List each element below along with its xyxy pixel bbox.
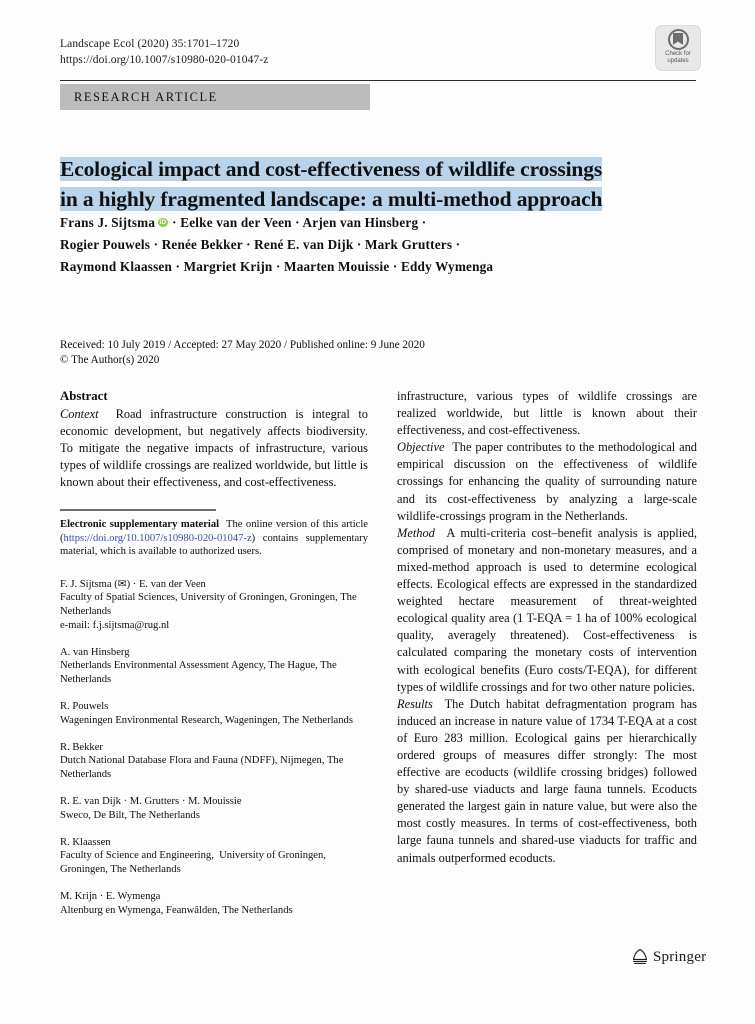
author-line-1-rest: · Eelke van der Veen · Arjen van Hinsberg · xyxy=(168,215,427,230)
crossmark-icon xyxy=(668,29,689,50)
affiliation-email[interactable]: e-mail: f.j.sijtsma@rug.nl xyxy=(60,619,170,631)
esm-text-after: ) contains supplementary material, which is available to authorized users. xyxy=(60,532,368,558)
header-divider xyxy=(60,80,696,81)
affiliation-item xyxy=(60,836,368,877)
esm-heading: Electronic supplementary material xyxy=(60,519,220,531)
journal-doi: https://doi.org/10.1007/s10980-020-01047-z xyxy=(60,54,269,66)
abstract-context-tail: infrastructure, various types of wildlife crossings are realized worldwide, but little is known about their effectiveness, and cost-effectiveness. xyxy=(397,389,697,438)
abstract-heading: Abstract xyxy=(60,389,108,403)
copyright-line: © The Author(s) 2020 xyxy=(60,354,160,366)
check-for-updates-label: Check for updates xyxy=(665,51,691,64)
abstract-objective-paragraph xyxy=(397,439,697,524)
abstract-objective-text: The paper contributes to the methodological and empirical discussion on the effectiveness of wildlife crossings for enhancing the quality of surrounding nature and its cost-effectiveness by analyzing a large-scale wildlife-crossings program in the Netherlands. xyxy=(397,440,697,523)
author-line-2: Rogier Pouwels · Renée Bekker · René E. van Dijk · Mark Grutters · xyxy=(60,237,461,252)
publisher-logo xyxy=(632,948,706,966)
author-first: Frans J. Sijtsma xyxy=(60,215,156,230)
column-right xyxy=(397,388,697,867)
affiliation-body: Altenburg en Wymenga, Feanwâlden, The Netherlands xyxy=(60,904,293,916)
abstract-results-label: Results xyxy=(397,696,433,711)
esm-text-before: The online version of this article ( xyxy=(60,519,368,544)
esm-doi-link[interactable]: https://doi.org/10.1007/s10980-020-01047-z xyxy=(63,532,252,544)
abstract-method-paragraph xyxy=(397,525,697,696)
publication-dates xyxy=(60,338,425,368)
abstract-method-text: A multi-criteria cost–benefit analysis is applied, comprised of monetary and non-monetary measures, and a mixed-method approach is used to determine ecological effects. Ecological effects are expressed in the standardized weighted hectare measurement of threat-weighted ecological quality area (1 T-EQA = 1 ha of 100% ecological quality, averagely threatened). Cost-effectiveness is calculated comparing the monetary costs of intervention with ecological benefits (Euro costs/T-EQA), for different types of wildlife crossings and for two other nature policies. xyxy=(397,525,697,694)
affiliation-names: A. van Hinsberg xyxy=(60,646,130,658)
affiliation-names: M. Krijn · E. Wymenga xyxy=(60,890,161,902)
abstract-results-text: The Dutch habitat defragmentation program has induced an increase in nature value of 1734 T-EQA at a cost of Euro 283 million. Ecological gains per hierarchically ordered groups of measures differ strongly: The most effective are ecoducts (wildlife crossing bridges) followed by shared-use viaducts and large fauna tunnels. Ecoducts generated the largest gain in nature value, but were also the most costly measures. In terms of cost-effectiveness, both large fauna tunnels and shared-use viaducts for traffic and animals outperformed ecoducts. xyxy=(397,696,698,865)
affiliation-names: R. Klaassen xyxy=(60,836,111,848)
abstract-context-label: Context xyxy=(60,407,99,421)
affiliation-item xyxy=(60,700,368,727)
affiliation-body: Dutch National Database Flora and Fauna (NDFF), Nijmegen, The Netherlands xyxy=(60,755,344,780)
publisher-name: Springer xyxy=(653,948,707,965)
affiliation-body: Netherlands Environmental Assessment Agency, The Hague, The Netherlands xyxy=(60,660,337,685)
affiliation-names: F. J. Sijtsma (✉) · E. van der Veen xyxy=(60,578,206,590)
affiliations-list xyxy=(60,578,368,917)
affiliation-names: R. Bekker xyxy=(60,741,103,753)
title-line-1: Ecological impact and cost-effectiveness of wildlife crossings xyxy=(60,157,603,182)
page-title xyxy=(60,154,660,214)
abstract-method-label: Method xyxy=(397,525,435,540)
affiliation-item xyxy=(60,890,368,917)
article-type-label: RESEARCH ARTICLE xyxy=(74,89,218,104)
title-line-2: in a highly fragmented landscape: a multi-method approach xyxy=(60,187,603,212)
abstract-context-continuation xyxy=(397,388,697,439)
affiliation-body: Faculty of Science and Engineering, University of Groningen, Groningen, The Netherlands xyxy=(60,850,326,875)
affiliation-body: Wageningen Environmental Research, Wageningen, The Netherlands xyxy=(60,714,353,726)
author-list xyxy=(60,212,620,278)
abstract-context-text: Road infrastructure construction is integral to economic development, but negatively affects biodiversity. To mitigate the negative impacts of infrastructure, various types of wildlife crossings are realized worldwide, but little is known about their effectiveness, and cost-effectiveness. xyxy=(60,407,368,490)
affiliation-body: Sweco, De Bilt, The Netherlands xyxy=(60,809,200,821)
affiliation-item xyxy=(60,741,368,782)
article-type-banner xyxy=(60,84,370,110)
springer-emblem-icon xyxy=(632,948,648,966)
orcid-icon[interactable] xyxy=(158,218,168,228)
affiliation-item xyxy=(60,578,368,632)
footnote-divider xyxy=(60,509,216,511)
affiliation-names: R. E. van Dijk · M. Grutters · M. Mouissie xyxy=(60,795,242,807)
received-accepted-published: Received: 10 July 2019 / Accepted: 27 May 2020 / Published online: 9 June 2020 xyxy=(60,339,425,351)
affiliation-names: R. Pouwels xyxy=(60,701,109,712)
abstract-context-paragraph xyxy=(60,406,368,491)
affiliation-item xyxy=(60,646,368,687)
abstract-objective-label: Objective xyxy=(397,440,445,455)
author-line-3: Raymond Klaassen · Margriet Krijn · Maarten Mouissie · Eddy Wymenga xyxy=(60,259,494,274)
affiliation-body: Faculty of Spatial Sciences, University of Groningen, Groningen, The Netherlands xyxy=(60,592,357,618)
journal-reference xyxy=(60,36,268,68)
check-for-updates-badge[interactable] xyxy=(655,25,701,71)
affiliation-item xyxy=(60,795,368,822)
column-left xyxy=(60,388,368,931)
abstract-results-paragraph xyxy=(397,696,697,867)
electronic-supplementary-material xyxy=(60,518,368,559)
journal-citation: Landscape Ecol (2020) 35:1701–1720 xyxy=(60,38,240,50)
